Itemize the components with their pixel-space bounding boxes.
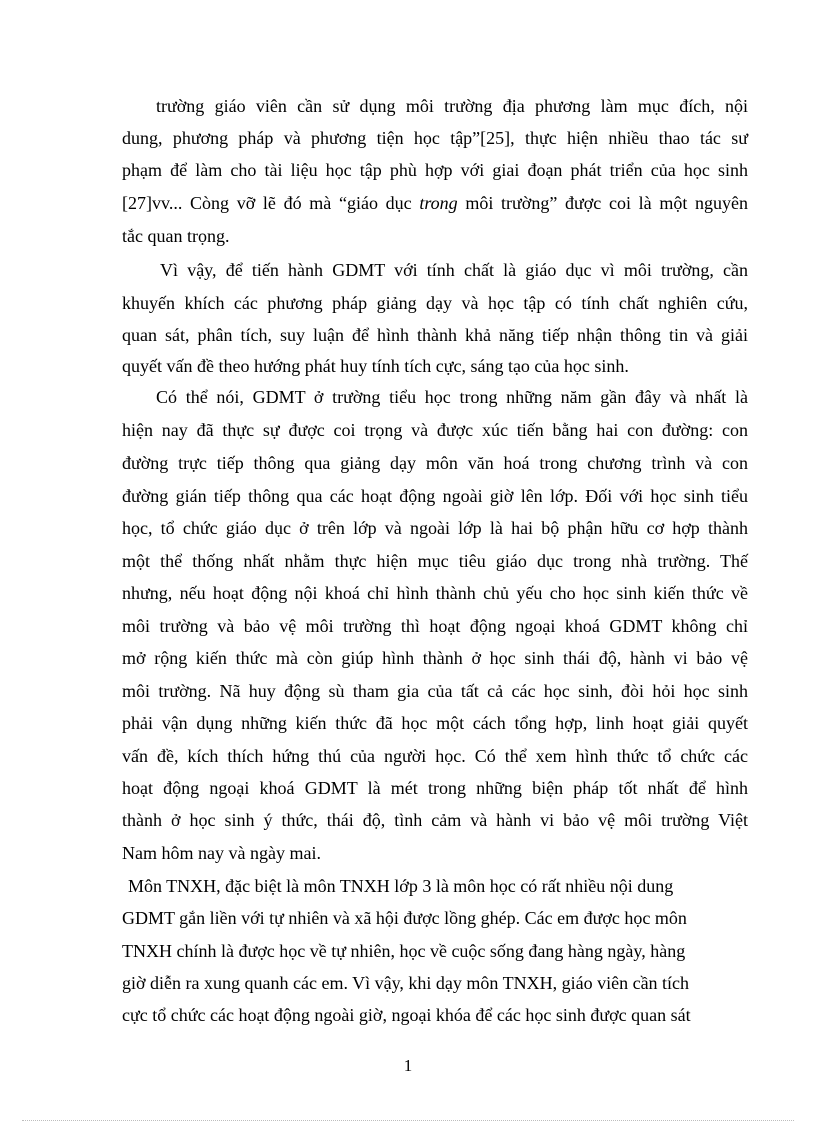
- page-bottom-divider: [22, 1120, 794, 1121]
- body-line: Môn TNXH, đặc biệt là môn TNXH lớp 3 là môn học có rất nhiều nội dung: [128, 876, 674, 896]
- body-text: môi trường” được coi là một nguyên: [457, 193, 749, 213]
- body-line: phải vận dụng những kiến thức đã học một cách tổng hợp, linh hoạt giải quyết: [122, 713, 748, 733]
- body-line: GDMT gắn liền với tự nhiên và xã hội được lồng ghép. Các em được học môn: [122, 908, 687, 928]
- body-line: quan sát, phân tích, suy luận để hình thành khả năng tiếp nhận thông tin và giải: [122, 325, 748, 345]
- body-line: môi trường. Nã huy động sù tham gia của tất cả các học sinh, đòi hỏi học sinh: [122, 681, 748, 701]
- body-line: hoạt động ngoại khoá GDMT là mét trong những biện pháp tốt nhất để hình: [122, 778, 748, 798]
- body-line: hiện nay đã thực sự được coi trọng và được xúc tiến bằng hai con đường: con: [122, 420, 748, 440]
- body-line: môi trường và bảo vệ môi trường thì hoạt động ngoại khoá GDMT không chỉ: [122, 616, 748, 636]
- emphasis-text: trong: [419, 193, 458, 213]
- body-line: một thể thống nhất nhằm thực hiện mục tiêu giáo dục trong nhà trường. Thế: [122, 551, 748, 571]
- body-line: [122, 193, 748, 213]
- body-line: mở rộng kiến thức mà còn giúp hình thành ở học sinh thái độ, hành vi bảo vệ: [122, 648, 748, 668]
- body-line: Nam hôm nay và ngày mai.: [122, 843, 321, 863]
- body-line: tắc quan trọng.: [122, 226, 230, 246]
- body-line: đường gián tiếp thông qua các hoạt động ngoài giờ lên lớp. Đối với học sinh tiểu: [122, 486, 748, 506]
- body-line: dung, phương pháp và phương tiện học tập”[25], thực hiện nhiều thao tác sư: [122, 128, 748, 148]
- body-line: cực tổ chức các hoạt động ngoài giờ, ngoại khóa để các học sinh được quan sát: [122, 1005, 691, 1025]
- body-line: Có thể nói, GDMT ở trường tiểu học trong những năm gần đây và nhất là: [156, 387, 748, 407]
- body-line: vấn đề, kích thích hứng thú của người học. Có thể xem hình thức tổ chức các: [122, 746, 748, 766]
- body-line: khuyến khích các phương pháp giảng dạy và học tập có tính chất nghiên cứu,: [122, 293, 748, 313]
- body-line: quyết vấn đề theo hướng phát huy tính tích cực, sáng tạo của học sinh.: [122, 356, 629, 376]
- body-text: [27]vv... Còng vỡ lẽ đó mà “giáo dục: [122, 193, 420, 213]
- body-line: nhưng, nếu hoạt động nội khoá chỉ hình thành chủ yếu cho học sinh kiến thức về: [122, 583, 748, 603]
- body-line: đường trực tiếp thông qua giảng dạy môn văn hoá trong chương trình và con: [122, 453, 748, 473]
- body-line: giờ diễn ra xung quanh các em. Vì vậy, khi dạy môn TNXH, giáo viên cần tích: [122, 973, 690, 993]
- body-line: TNXH chính là được học về tự nhiên, học về cuộc sống đang hàng ngày, hàng: [122, 941, 686, 961]
- body-line: Vì vậy, để tiến hành GDMT với tính chất là giáo dục vì môi trường, cần: [160, 260, 748, 280]
- body-line: phạm để làm cho tài liệu học tập phù hợp với giai đoạn phát triển của học sinh: [122, 160, 748, 180]
- body-line: học, tổ chức giáo dục ở trên lớp và ngoài lớp là hai bộ phận hữu cơ hợp thành: [122, 518, 748, 538]
- body-line: thành ở học sinh ý thức, thái độ, tình cảm và hành vi bảo vệ môi trường Việt: [122, 810, 748, 830]
- body-line: trường giáo viên cần sử dụng môi trường địa phương làm mục đích, nội: [156, 96, 748, 116]
- page-number: 1: [403, 1056, 413, 1075]
